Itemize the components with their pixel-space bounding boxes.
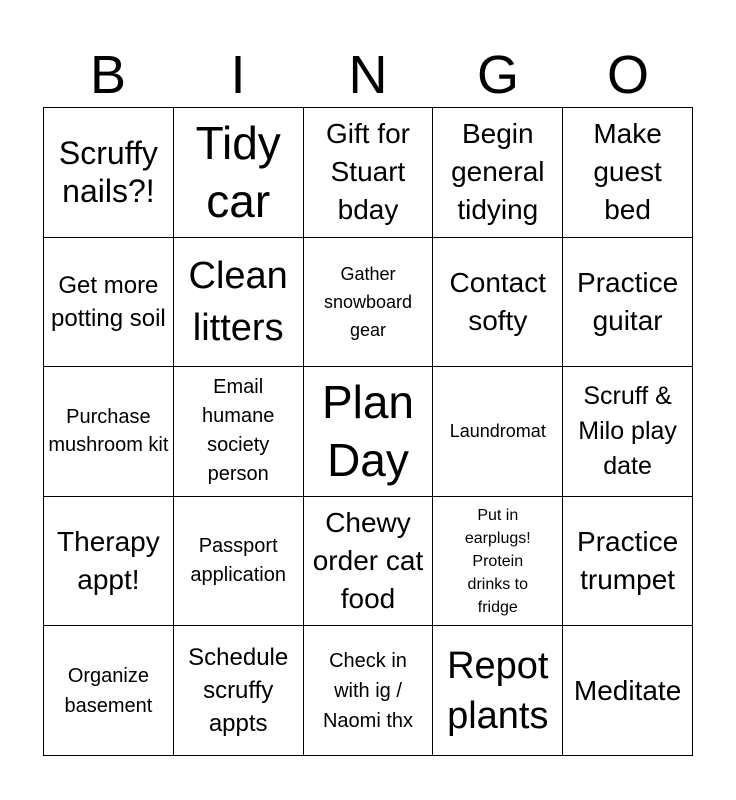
bingo-cell[interactable] xyxy=(304,108,434,238)
cell-text: Passport application xyxy=(190,535,286,587)
cell-text: Plan Day xyxy=(321,376,415,487)
header-letter-n: N xyxy=(348,45,388,105)
bingo-cell[interactable] xyxy=(174,626,304,756)
bingo-cell[interactable] xyxy=(44,497,174,627)
cell-text: Gift for Stuart bday xyxy=(325,118,410,226)
bingo-cell[interactable] xyxy=(174,108,304,238)
header-letter-b: B xyxy=(89,45,127,105)
bingo-cell[interactable] xyxy=(563,108,693,238)
cell-text: Organize basement xyxy=(64,664,153,717)
cell-text: Schedule scruffy appts xyxy=(188,644,289,738)
bingo-cell[interactable] xyxy=(433,108,563,238)
bingo-cell[interactable] xyxy=(563,367,693,497)
cell-text: Make guest bed xyxy=(593,118,662,226)
cell-text: Therapy appt! xyxy=(57,526,160,596)
cell-text: Purchase mushroom kit xyxy=(48,406,169,457)
bingo-cell[interactable] xyxy=(44,626,174,756)
bingo-cell[interactable] xyxy=(304,497,434,627)
bingo-cell[interactable] xyxy=(44,108,174,238)
cell-text: Contact softy xyxy=(449,266,547,336)
cell-text: Tidy car xyxy=(195,117,281,228)
cell-text: Laundromat xyxy=(449,421,546,442)
cell-text: Email humane society person xyxy=(202,376,275,486)
cell-text: Scruff & Milo play date xyxy=(578,381,677,480)
bingo-cell[interactable] xyxy=(433,497,563,627)
cell-text: Meditate xyxy=(573,674,682,706)
cell-text: Put in earplugs! Protein drinks to fridge xyxy=(464,506,531,616)
bingo-cell[interactable] xyxy=(44,367,174,497)
bingo-cell[interactable] xyxy=(433,367,563,497)
cell-text: Get more potting soil xyxy=(51,271,166,332)
bingo-header xyxy=(43,46,693,104)
cell-text: Begin general tidying xyxy=(451,118,545,226)
cell-text: Check in with ig / Naomi thx xyxy=(322,649,413,732)
bingo-cell[interactable] xyxy=(304,626,434,756)
bingo-cell[interactable] xyxy=(433,238,563,368)
header-letter-i: I xyxy=(230,45,246,105)
header-letter-g: G xyxy=(476,45,519,105)
bingo-cell[interactable] xyxy=(563,238,693,368)
cell-text: Practice trumpet xyxy=(577,526,679,596)
bingo-cell[interactable] xyxy=(174,238,304,368)
bingo-grid xyxy=(43,107,693,756)
cell-text: Gather snowboard gear xyxy=(323,263,413,340)
header-letter-o: O xyxy=(606,45,649,105)
bingo-cell[interactable] xyxy=(174,497,304,627)
bingo-cell[interactable] xyxy=(174,367,304,497)
bingo-cell[interactable] xyxy=(304,367,434,497)
cell-text: Chewy order cat food xyxy=(312,507,424,615)
cell-text: Clean litters xyxy=(188,254,288,349)
cell-text: Repot plants xyxy=(447,644,549,737)
bingo-cell[interactable] xyxy=(304,238,434,368)
bingo-cell[interactable] xyxy=(563,497,693,627)
cell-text: Practice guitar xyxy=(577,266,679,336)
bingo-cell[interactable] xyxy=(44,238,174,368)
bingo-cell[interactable] xyxy=(563,626,693,756)
cell-text: Scruffy nails?! xyxy=(58,135,158,210)
bingo-cell[interactable] xyxy=(433,626,563,756)
